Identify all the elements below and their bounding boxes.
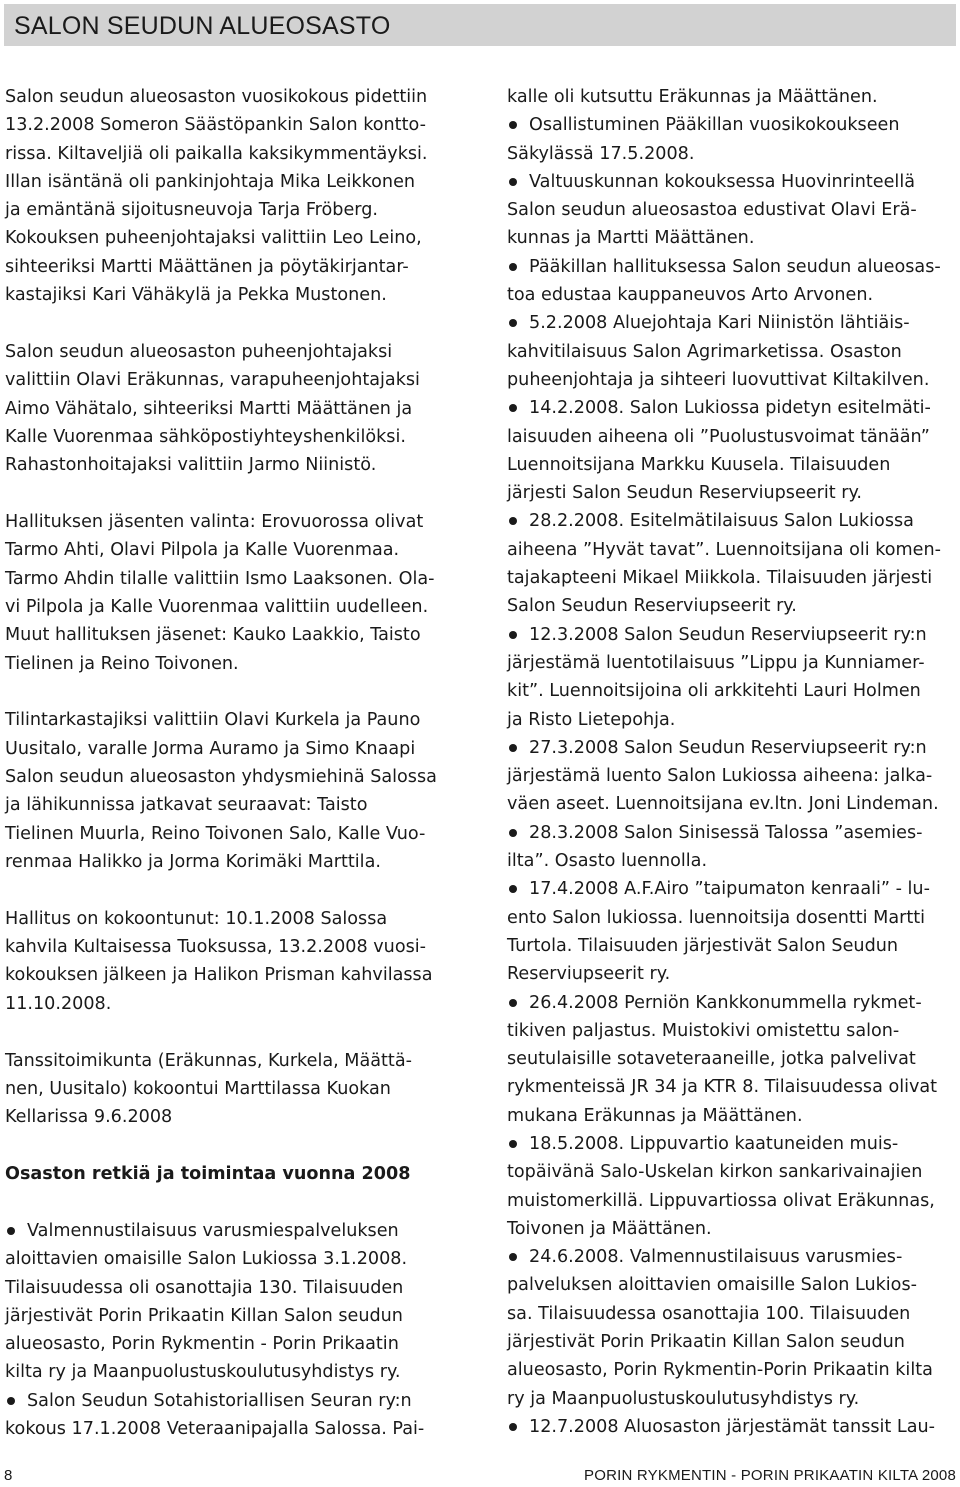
bullet-line: topäivänä Salo-Uskelan kirkon sankarivainajien (507, 1162, 923, 1183)
bullet-line (507, 1130, 952, 1158)
paragraph-line: Illan isäntänä oli pankinjohtaja Mika Leikkonen (5, 171, 416, 192)
bullet-text: 24.6.2008. Valmennustilaisuus varusmies- (529, 1247, 903, 1268)
activity-item (507, 507, 952, 620)
paragraph-gap (5, 479, 443, 508)
paragraph-line: renmaa Halikko ja Jorma Korimäki Marttila. (5, 851, 381, 872)
paragraph-line: Aimo Vähätalo, sihteeriksi Martti Määttänen ja (5, 398, 413, 419)
bullet-line: Säkylässä 17.5.2008. (507, 143, 695, 164)
bullet-line: palveluksen aloittavien omaisille Salon Lukios- (507, 1275, 917, 1296)
paragraph-line: vi Pilpola ja Kalle Vuorenmaa valittiin uudelleen. (5, 596, 429, 617)
paragraph-line: Salon seudun alueosaston yhdysmiehinä Salossa (5, 767, 437, 788)
paragraph-line: Hallitus on kokoontunut: 10.1.2008 Salossa (5, 908, 388, 929)
paragraph-line: Tarmo Ahti, Olavi Pilpola ja Kalle Vuorenmaa. (5, 540, 400, 561)
paragraph-line: nen, Uusitalo) kokoontui Marttilassa Kuokan (5, 1078, 391, 1099)
bullet-icon (509, 319, 517, 327)
bullet-line: laisuuden aiheena oli ”Puolustusvoimat tänään” (507, 426, 930, 447)
bullet-line (507, 875, 952, 903)
bullet-line: tajakapteeni Mikael Miikkola. Tilaisuuden järjesti (507, 568, 933, 589)
bullet-icon (509, 263, 517, 271)
bullet-icon (7, 1397, 15, 1405)
bullet-line: aloittavien omaisille Salon Lukiossa 3.1.2008. (5, 1249, 408, 1270)
paragraph-line: kalle oli kutsuttu Eräkunnas ja Määttänen. (507, 87, 878, 107)
bullet-line (507, 507, 952, 535)
bullet-line: ento Salon lukiossa. luennoitsija dosentti Martti (507, 907, 926, 928)
paragraph-gap (5, 678, 443, 707)
bullet-line (507, 734, 952, 762)
bullet-icon (509, 885, 517, 893)
paragraph-gap (5, 309, 443, 338)
paragraph-line: 13.2.2008 Someron Säästöpankin Salon kontto- (5, 115, 426, 136)
paragraph-line: Tanssitoimikunta (Eräkunnas, Kurkela, Määttä- (5, 1050, 412, 1071)
activity-item (507, 1130, 952, 1243)
bullet-icon (509, 829, 517, 837)
paragraph-gap (5, 1188, 443, 1217)
bullet-icon (7, 1227, 15, 1235)
bullet-line (507, 1243, 952, 1271)
paragraph-line: ja lähikunnissa jatkavat seuraavat: Taisto (5, 795, 368, 816)
bullet-line (507, 168, 952, 196)
paragraph-line: Tilintarkastajiksi valittiin Olavi Kurkela ja Pauno (5, 710, 421, 731)
bullet-line: Turtola. Tilaisuuden järjestivät Salon Seudun (507, 935, 899, 956)
bullet-line (507, 309, 952, 337)
bullet-line (507, 819, 952, 847)
bullet-line: rykmenteissä JR 34 ja KTR 8. Tilaisuudessa olivat (507, 1077, 938, 1098)
bullet-line: Luennoitsijana Markku Kuusela. Tilaisuuden (507, 454, 891, 475)
paragraph-line: valittiin Olavi Eräkunnas, varapuheenjohtajaksi (5, 370, 420, 391)
bullet-line: kilta ry ja Maanpuolustuskoulutusyhdistys ry. (5, 1362, 401, 1383)
bullet-line: mukana Eräkunnas ja Määttänen. (507, 1105, 803, 1126)
bullet-line (507, 621, 952, 649)
bullet-line: toa edustaa kauppaneuvos Arto Arvonen. (507, 285, 874, 306)
section-title: SALON SEUDUN ALUEOSASTO (14, 12, 391, 40)
left-column (5, 83, 443, 1443)
activity-item (507, 989, 952, 1130)
publication-title: PORIN RYKMENTIN - PORIN PRIKAATIN KILTA 2008 (584, 1467, 956, 1484)
paragraph-gap (5, 1131, 443, 1160)
bullet-line (507, 1413, 952, 1441)
bullet-line (5, 1217, 443, 1245)
bullet-line: järjestivät Porin Prikaatin Killan Salon seudun (507, 1332, 905, 1353)
paragraph-line: kokouksen jälkeen ja Halikon Prisman kahvilassa (5, 965, 433, 986)
bullet-line: alueosasto, Porin Rykmentin - Porin Prikaatin (5, 1334, 399, 1355)
bullet-line: tikiven paljastus. Muistokivi omistettu salon- (507, 1020, 900, 1041)
right-column (507, 83, 952, 1441)
bullet-text: 17.4.2008 A.F.Airo ”taipumaton kenraali” - lu- (529, 879, 930, 900)
bullet-line: järjestämä luentotilaisuus ”Lippu ja Kunniamer- (507, 652, 925, 673)
bullet-text: 12.3.2008 Salon Seudun Reserviupseerit ry:n (529, 624, 927, 645)
bullet-line: Toivonen ja Määttänen. (507, 1218, 712, 1239)
bullet-icon (509, 999, 517, 1007)
paragraph-line: kahvila Kultaisessa Tuoksussa, 13.2.2008 vuosi- (5, 937, 426, 958)
activity-item (507, 253, 952, 310)
paragraph-gap (5, 876, 443, 905)
activity-item (507, 1243, 952, 1413)
bullet-line (507, 989, 952, 1017)
activity-item (507, 621, 952, 734)
paragraph-line: sihteeriksi Martti Määttänen ja pöytäkirjantar- (5, 256, 409, 277)
bullet-line: ry ja Maanpuolustuskoulutusyhdistys ry. (507, 1388, 860, 1409)
paragraph-line: Hallituksen jäsenten valinta: Erovuorossa olivat (5, 512, 424, 533)
activity-item (507, 309, 952, 394)
bullet-icon (509, 1253, 517, 1261)
paragraph-line: rissa. Kiltaveljiä oli paikalla kaksikymmentäyksi. (5, 143, 428, 164)
bullet-line: kahvitilaisuus Salon Agrimarketissa. Osaston (507, 341, 902, 362)
bullet-line (507, 253, 952, 281)
bullet-text: 14.2.2008. Salon Lukiossa pidetyn esitelmäti- (529, 398, 931, 419)
paragraph-line: 11.10.2008. (5, 993, 112, 1014)
bullet-line: ja Risto Lietepohja. (507, 709, 676, 730)
bullet-text: 28.3.2008 Salon Sinisessä Talossa ”asemies- (529, 822, 923, 843)
bullet-line: Salon Seudun Reserviupseerit ry. (507, 596, 797, 617)
bullet-line: väen aseet. Luennoitsijana ev.ltn. Joni Lindeman. (507, 794, 939, 815)
bullet-icon (509, 631, 517, 639)
bullet-icon (509, 121, 517, 129)
bullet-text: Pääkillan hallituksessa Salon seudun alueosas- (529, 256, 941, 277)
bullet-line: seutulaisille sotaveteraaneille, jotka palvelivat (507, 1049, 916, 1070)
bullet-line: järjestämä luento Salon Lukiossa aiheena: jalka- (507, 766, 933, 787)
paragraph-line: Salon seudun alueosaston puheenjohtajaksi (5, 341, 393, 362)
bullet-icon (509, 744, 517, 752)
bullet-text: 12.7.2008 Aluosaston järjestämät tanssit Lau- (529, 1416, 935, 1437)
paragraph-line: Kokouksen puheenjohtajaksi valittiin Leo Leino, (5, 228, 422, 249)
bullet-text: Valmennustilaisuus varusmiespalveluksen (27, 1220, 399, 1241)
section-heading: Osaston retkiä ja toimintaa vuonna 2008 (5, 1164, 411, 1185)
bullet-line: puheenjohtaja ja sihteeri luovuttivat Kiltakilven. (507, 369, 930, 390)
bullet-line: järjesti Salon Seudun Reserviupseerit ry. (507, 483, 862, 504)
bullet-line (5, 1387, 443, 1415)
paragraph-line: Salon seudun alueosaston vuosikokous pidettiin (5, 87, 428, 107)
bullet-text: 18.5.2008. Lippuvartio kaatuneiden muis- (529, 1133, 899, 1154)
bullet-line: järjestivät Porin Prikaatin Killan Salon seudun (5, 1305, 403, 1326)
bullet-text: Salon Seudun Sotahistoriallisen Seuran ry:n (27, 1390, 412, 1411)
bullet-line: alueosasto, Porin Rykmentin-Porin Prikaatin kilta (507, 1360, 933, 1381)
bullet-icon (509, 178, 517, 186)
paragraph-gap (5, 1018, 443, 1047)
section-header (4, 4, 956, 46)
activity-item (507, 168, 952, 253)
activity-item (507, 1413, 952, 1441)
bullet-line: Salon seudun alueosastoa edustivat Olavi Erä- (507, 200, 917, 221)
activity-item (507, 111, 952, 168)
paragraph-line: Tarmo Ahdin tilalle valittiin Ismo Laaksonen. Ola- (5, 568, 435, 589)
bullet-text: 28.2.2008. Esitelmätilaisuus Salon Lukiossa (529, 511, 914, 532)
paragraph-line: ja emäntänä sijoitusneuvoja Tarja Fröberg. (5, 200, 378, 221)
bullet-line: kit”. Luennoitsijoina oli arkkitehti Lauri Holmen (507, 681, 921, 702)
bullet-text: 26.4.2008 Perniön Kankkonummella rykmet- (529, 992, 922, 1013)
paragraph-line: Tielinen Muurla, Reino Toivonen Salo, Kalle Vuo- (5, 823, 426, 844)
bullet-line: sa. Tilaisuudessa osanottajia 100. Tilaisuuden (507, 1303, 911, 1324)
page-number: 8 (4, 1467, 13, 1484)
bullet-text: Osallistuminen Pääkillan vuosikokoukseen (529, 115, 900, 136)
activity-item (507, 394, 952, 507)
bullet-line (507, 394, 952, 422)
bullet-line: muistomerkillä. Lippuvartiossa olivat Eräkunnas, (507, 1190, 935, 1211)
bullet-line: aiheena ”Hyvät tavat”. Luennoitsijana oli komen- (507, 539, 941, 560)
bullet-icon (509, 404, 517, 412)
bullet-line: Reserviupseerit ry. (507, 964, 671, 985)
bullet-line: kokous 17.1.2008 Veteraanipajalla Salossa. Pai- (5, 1419, 425, 1440)
paragraph-line: Uusitalo, varalle Jorma Auramo ja Simo Knaapi (5, 738, 416, 759)
paragraph-line: Kalle Vuorenmaa sähköpostiyhteyshenkilöksi. (5, 426, 406, 447)
paragraph-line: kastajiksi Kari Vähäkylä ja Pekka Mustonen. (5, 285, 387, 306)
paragraph-line: Rahastonhoitajaksi valittiin Jarmo Niinistö. (5, 455, 377, 476)
paragraph-line: Muut hallituksen jäsenet: Kauko Laakkio, Taisto (5, 625, 421, 646)
activity-item (507, 734, 952, 819)
paragraph-line: Tielinen ja Reino Toivonen. (5, 653, 239, 674)
bullet-icon (509, 1423, 517, 1431)
bullet-text: 27.3.2008 Salon Seudun Reserviupseerit ry:n (529, 737, 927, 758)
bullet-line: kunnas ja Martti Määttänen. (507, 228, 755, 249)
bullet-text: Valtuuskunnan kokouksessa Huovinrinteellä (529, 171, 915, 192)
bullet-line: Tilaisuudessa oli osanottajia 130. Tilaisuuden (5, 1277, 404, 1298)
bullet-icon (509, 517, 517, 525)
bullet-line (507, 111, 952, 139)
activity-item (507, 875, 952, 988)
bullet-text: 5.2.2008 Aluejohtaja Kari Niinistön lähtiäis- (529, 313, 910, 334)
bullet-line: ilta”. Osasto luennolla. (507, 851, 708, 872)
paragraph-line: Kellarissa 9.6.2008 (5, 1107, 173, 1128)
bullet-icon (509, 1140, 517, 1148)
activity-item (507, 819, 952, 876)
